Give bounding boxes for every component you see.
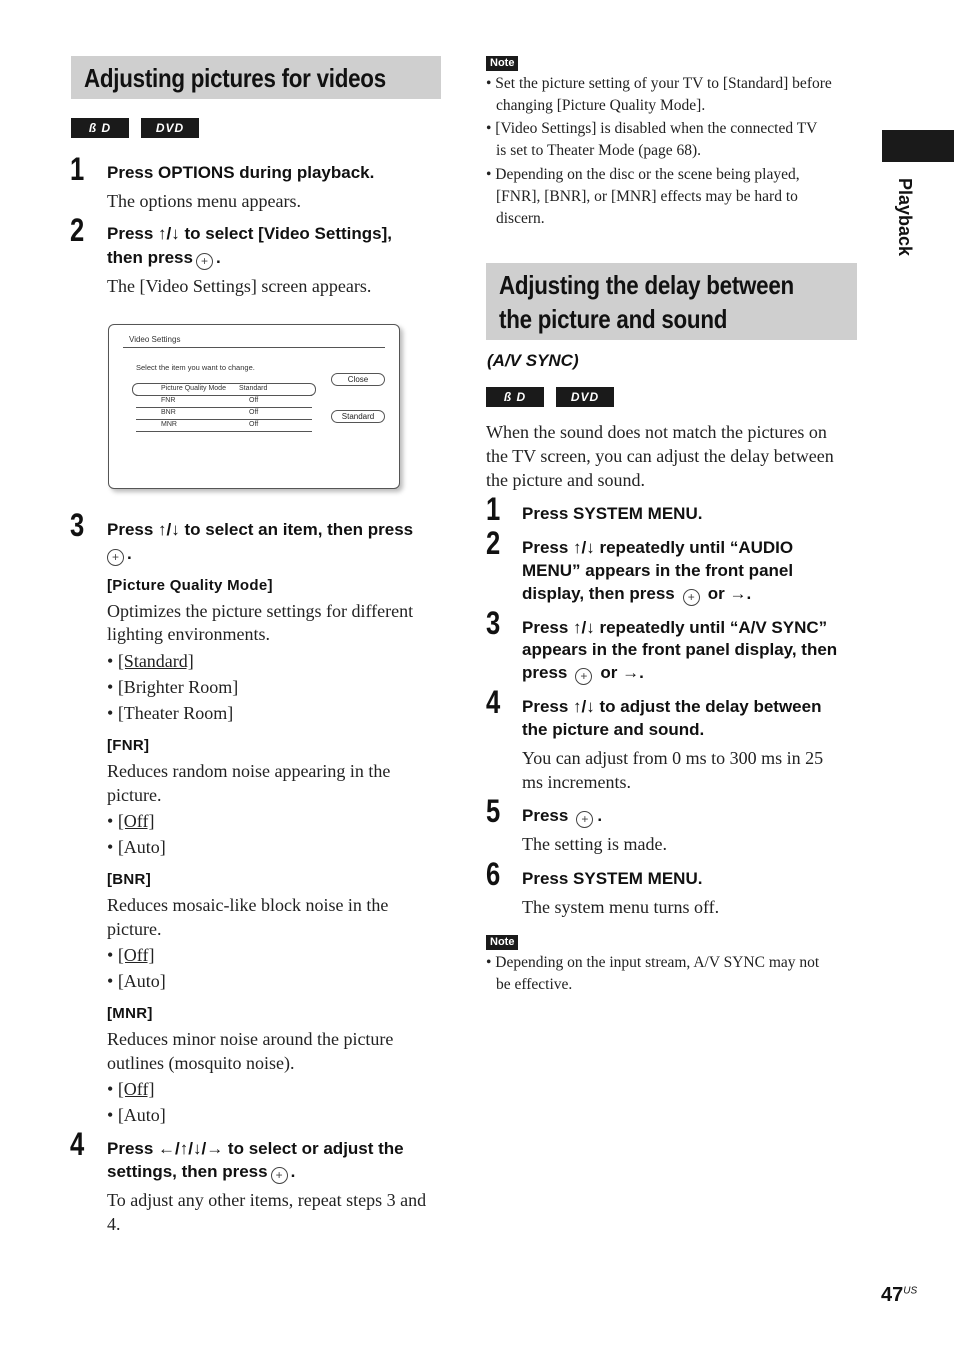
screen-title: Video Settings [129,335,181,344]
section-subtitle: (A/V SYNC) [487,351,579,370]
step-number: 3 [70,507,85,543]
option-item: • [Standard] [107,651,194,671]
item-description: outlines (mosquito noise). [107,1053,295,1073]
item-heading: [MNR] [107,1005,153,1022]
option-item: • [Brighter Room] [107,677,239,697]
step-instruction: MENU” appears in the front panel [522,561,794,580]
step-instruction-text: display, then press [522,584,675,603]
option-item: • [Off] [107,945,155,965]
intro-text: the TV screen, you can adjust the delay between [486,446,834,466]
intro-text: the picture and sound. [486,470,645,490]
item-description: picture. [107,785,162,805]
option-item: • [Off] [107,811,155,831]
step-number: 2 [486,525,501,561]
section-heading: the picture and sound [499,304,728,334]
step-instruction [104,542,132,566]
step-instruction: Press ↑/↓ repeatedly until “A/V SYNC” [522,618,828,637]
side-tab-label: Playback [895,178,915,257]
step-instruction-text: then press [107,248,193,267]
step-instruction [107,1160,295,1184]
step-instruction: Press OPTIONS during playback. [107,163,375,182]
side-tab-marker [882,130,954,162]
row-value: Standard [239,385,268,392]
intro-text: When the sound does not match the pictures on [486,422,827,442]
step-result: 4. [107,1214,121,1234]
step-instruction-text: or →. [600,663,644,682]
step-instruction: Press ↑/↓ to select an item, then press [107,520,414,539]
item-description: lighting environments. [107,624,270,644]
option-item: • [Off] [107,1079,155,1099]
note-badge: Note [486,56,518,71]
row-divider [136,407,312,408]
note-text: is set to Theater Mode (page 68). [496,142,702,159]
note-text: discern. [496,210,545,227]
note-text: be effective. [496,976,573,993]
note-text: changing [Picture Quality Mode]. [496,97,706,114]
step-instruction-text: . [215,248,221,267]
step-instruction-text: or →. [707,584,752,603]
section-heading: Adjusting the delay between [499,270,794,300]
step-number: 1 [486,491,501,527]
item-heading: [FNR] [107,737,150,754]
option-label: [Theater Room] [117,703,234,723]
option-label: [Off] [117,1079,155,1099]
close-button[interactable]: Close [331,373,385,386]
option-label: [Auto] [117,971,166,991]
step-result: The setting is made. [522,834,667,854]
note-text: • Depending on the disc or the scene being played, [486,166,800,183]
step-instruction: appears in the front panel display, then [522,640,838,659]
dvd-badge: DVD [556,387,614,407]
section-heading: Adjusting pictures for videos [84,63,386,93]
option-label: [Standard] [117,651,194,671]
row-divider [136,419,312,420]
step-number: 1 [70,151,85,187]
bd-badge: ß D [486,387,544,407]
page-number-value: 47 [881,1284,904,1306]
enter-button-icon: + [271,1167,288,1184]
option-item: • [Theater Room] [107,703,234,723]
enter-button-icon: + [107,549,124,566]
enter-button-icon: + [683,589,700,606]
option-item: • [Auto] [107,1105,166,1125]
step-number: 4 [486,684,501,720]
step-instruction: Press ↑/↓ repeatedly until “AUDIO [522,538,794,557]
step-number: 6 [486,856,501,892]
option-item: • [Auto] [107,837,166,857]
item-description: Reduces mosaic-like block noise in the [107,895,389,915]
step-number: 5 [486,793,501,829]
step-instruction: the picture and sound. [522,720,705,739]
item-description: Reduces random noise appearing in the [107,761,391,781]
step-result: The options menu appears. [107,191,301,211]
step-result: To adjust any other items, repeat steps 3 and [107,1190,427,1210]
option-label: [Off] [117,945,155,965]
bd-badge: ß D [71,118,129,138]
enter-button-icon: + [575,668,592,685]
step-number: 3 [486,605,501,641]
enter-button-icon: + [196,253,213,270]
row-label: BNR [161,409,176,416]
step-instruction-text: . [290,1162,296,1181]
video-settings-screen [108,324,400,489]
item-heading: [Picture Quality Mode] [107,577,273,594]
step-instruction-text: . [597,806,603,825]
item-heading: [BNR] [107,871,151,888]
step-instruction [107,246,221,270]
step-instruction-text: settings, then press [107,1162,268,1181]
step-result: You can adjust from 0 ms to 300 ms in 25 [522,748,824,768]
step-instruction [522,804,602,828]
row-divider [136,395,312,396]
step-instruction: Press SYSTEM MENU. [522,504,703,523]
option-label: [Off] [117,811,155,831]
step-result: The [Video Settings] screen appears. [107,276,372,296]
note-text: • Set the picture setting of your TV to [Standard] before [486,75,832,92]
note-text: • Depending on the input stream, A/V SYNC may not [486,954,820,971]
row-divider [136,431,312,432]
row-label: MNR [161,421,177,428]
step-result: The system menu turns off. [522,897,720,917]
step-instruction [522,582,751,606]
step-instruction: Press ↑/↓ to adjust the delay between [522,697,822,716]
note-text: • [Video Settings] is disabled when the connected TV [486,120,818,137]
row-value: Off [249,421,259,428]
row-label: FNR [161,397,176,404]
step-result: ms increments. [522,772,631,792]
step-instruction [522,661,644,685]
step-instruction: Press ←/↑/↓/→ to select or adjust the [107,1139,404,1158]
option-label: [Auto] [117,1105,166,1125]
screen-title-divider [123,347,385,348]
note-text: [FNR], [BNR], or [MNR] effects may be hard to [496,188,798,205]
option-label: [Brighter Room] [117,677,239,697]
standard-button[interactable]: Standard [331,410,385,423]
row-value: Off [249,397,259,404]
option-item: • [Auto] [107,971,166,991]
step-number: 4 [70,1126,85,1162]
note-badge: Note [486,935,518,950]
step-instruction-text: Press [522,806,569,825]
row-value: Off [249,409,259,416]
page-number [881,1284,917,1307]
option-label: [Auto] [117,837,166,857]
enter-button-icon: + [576,811,593,828]
dvd-badge: DVD [141,118,199,138]
step-instruction: Press ↑/↓ to select [Video Settings], [107,224,392,243]
screen-prompt: Select the item you want to change. [136,363,255,372]
row-label: Picture Quality Mode [161,385,226,392]
step-instruction: Press SYSTEM MENU. [522,869,703,888]
step-number: 2 [70,212,85,248]
step-instruction-text: press [522,663,568,682]
step-instruction-text: . [127,544,132,563]
page-suffix: US [903,1285,918,1297]
item-description: Optimizes the picture settings for different [107,601,414,621]
item-description: picture. [107,919,162,939]
item-description: Reduces minor noise around the picture [107,1029,394,1049]
